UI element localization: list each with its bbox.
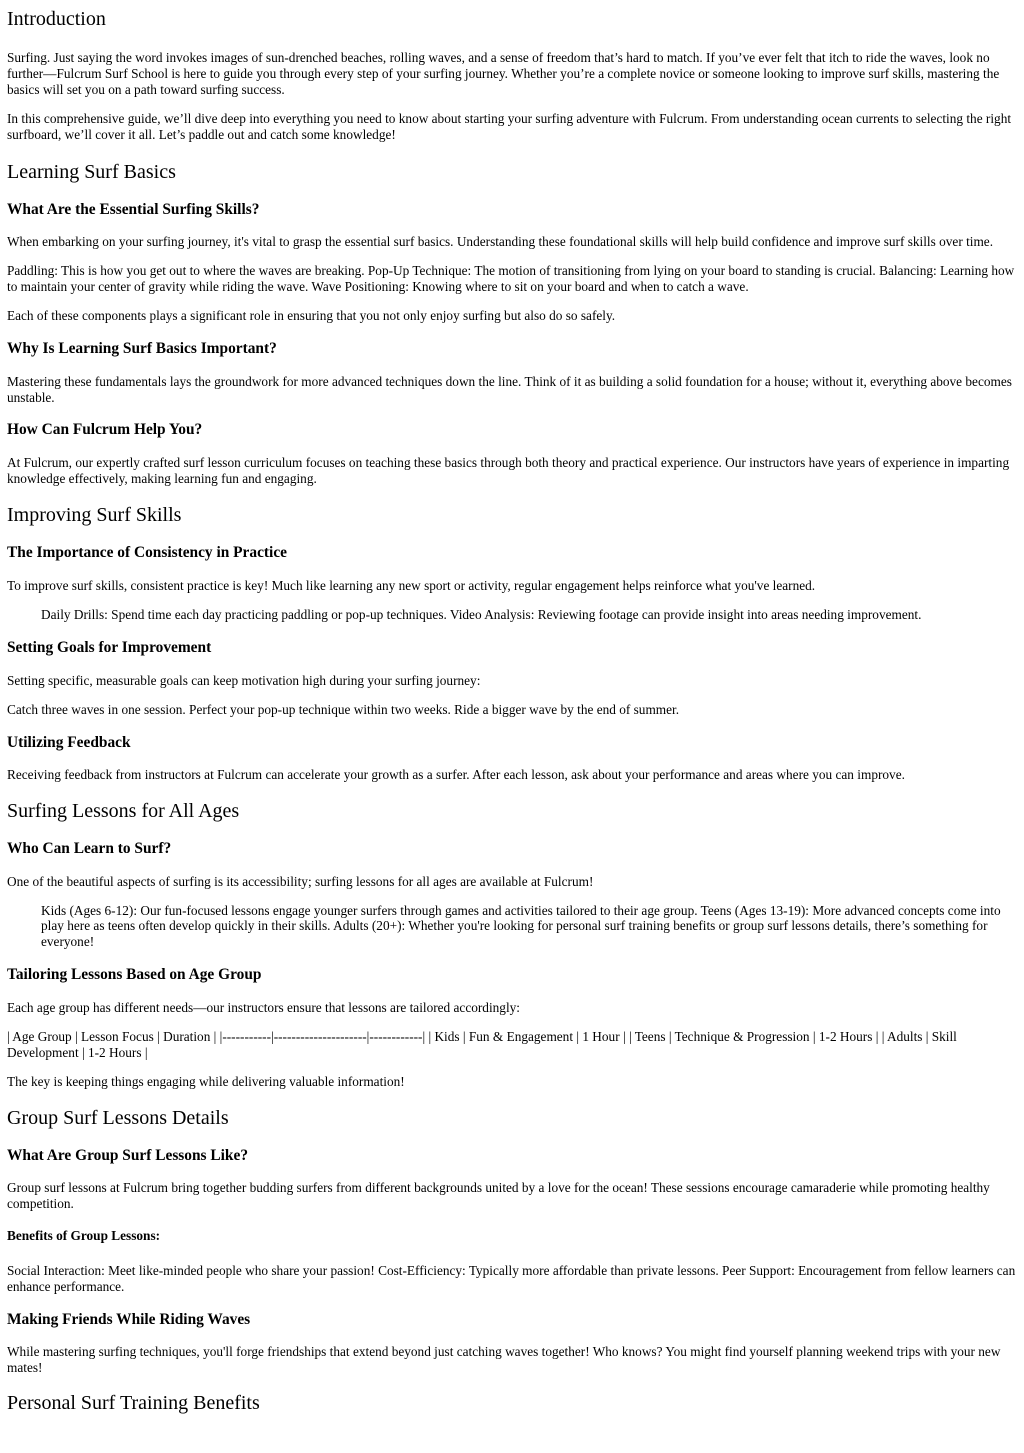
why-basics-paragraph: Mastering these fundamentals lays the groundwork for more advanced techniques down the line. Think of it as building a solid foundation for a house; without it, everything above becomes unstable. <box>7 373 1012 405</box>
subheading-essential-skills: What Are the Essential Surfing Skills? <box>7 200 260 218</box>
intro-paragraph-2: In this comprehensive guide, we’ll dive deep into everything you need to know about starting your surfing adventure with Fulcrum. From understanding ocean currents to selecting the right surfboard, we’ll cover it all. Let’s paddle out and catch some knowledge! <box>7 110 1012 142</box>
how-fulcrum-helps-paragraph: At Fulcrum, our expertly crafted surf lesson curriculum focuses on teaching these basics through both theory and practical experience. Our instructors have years of experience in imparting knowledge effectively, making learning fun and engaging. <box>7 454 1010 486</box>
essential-skills-list: Paddling: This is how you get out to where the waves are breaking. Pop-Up Technique: The motion of transitioning from lying on your board to standing is crucial. Balancing: Learning how to maintain your center of gravity while riding the wave. Wave Positioning: Knowing where to sit on your board and when to catch a wave. <box>7 263 1015 295</box>
subheading-why-basics-important: Why Is Learning Surf Basics Important? <box>7 340 277 358</box>
setting-goals-list: Catch three waves in one session. Perfect your pop-up technique within two weeks. Ride a bigger wave by the end of summer. <box>7 701 680 717</box>
heading-learning-surf-basics: Learning Surf Basics <box>7 160 176 183</box>
subheading-tailoring-lessons: Tailoring Lessons Based on Age Group <box>7 966 262 984</box>
utilizing-feedback-paragraph: Receiving feedback from instructors at Fulcrum can accelerate your growth as a surfer. After each lesson, ask about your performance and areas where you can improve. <box>7 767 905 783</box>
age-group-table-text: | Age Group | Lesson Focus | Duration | |-----------|---------------------|------------| | Kids | Fun & Engagement | 1 Hour | | Teens | Technique & Progression | 1-2 Hours | | Adults | Skill Development | 1-2 Hours | <box>7 1028 957 1060</box>
tailoring-lessons-paragraph: Each age group has different needs—our instructors ensure that lessons are tailored accordingly: <box>7 999 520 1015</box>
essential-skills-paragraph: When embarking on your surfing journey, it's vital to grasp the essential surf basics. Understanding these foundational skills will help build confidence and improve surf skills over time. <box>7 234 994 250</box>
group-lessons-paragraph: Group surf lessons at Fulcrum bring together budding surfers from different backgrounds united by a love for the ocean! These sessions encourage camaraderie while promoting healthy competition. <box>7 1180 990 1212</box>
subheading-benefits-group-lessons: Benefits of Group Lessons: <box>7 1228 161 1244</box>
subheading-consistency: The Importance of Consistency in Practice <box>7 543 287 561</box>
subheading-utilizing-feedback: Utilizing Feedback <box>7 733 131 751</box>
age-groups-quote: Kids (Ages 6-12): Our fun-focused lessons engage younger surfers through games and activities tailored to their age group. Teens (Ages 13-19): More advanced concepts come into play here as teens often develop quickly in their skills. Adults (20+): Whether you're looking for personal surf training benefits or group surf lessons details, there’s something for everyone! <box>41 902 1001 950</box>
subheading-how-fulcrum-helps: How Can Fulcrum Help You? <box>7 421 203 439</box>
consistency-drills-quote: Daily Drills: Spend time each day practicing paddling or pop-up techniques. Video Analysis: Reviewing footage can provide insight into areas needing improvement. <box>41 607 922 623</box>
subheading-making-friends: Making Friends While Riding Waves <box>7 1310 251 1328</box>
subheading-setting-goals: Setting Goals for Improvement <box>7 639 212 657</box>
setting-goals-paragraph: Setting specific, measurable goals can keep motivation high during your surfing journey: <box>7 672 481 688</box>
subheading-group-lessons-like: What Are Group Surf Lessons Like? <box>7 1146 249 1164</box>
subheading-who-can-learn: Who Can Learn to Surf? <box>7 840 172 858</box>
intro-paragraph-1: Surfing. Just saying the word invokes images of sun-drenched beaches, rolling waves, and a sense of freedom that’s hard to match. If you’ve ever felt that itch to ride the waves, look no further—Fulcrum Surf School is here to guide you through every step of your surfing journey. Whether you’re a complete novice or someone looking to improve surf skills, mastering the basics will set you on a path toward surfing success. <box>7 50 1000 97</box>
consistency-paragraph: To improve surf skills, consistent practice is key! Much like learning any new sport or activity, regular engagement helps reinforce what you've learned. <box>7 578 816 594</box>
tailoring-lessons-summary: The key is keeping things engaging while delivering valuable information! <box>7 1073 405 1089</box>
heading-improving-surf-skills: Improving Surf Skills <box>7 503 182 526</box>
essential-skills-summary: Each of these components plays a significant role in ensuring that you not only enjoy surfing but also do so safely. <box>7 308 616 324</box>
heading-group-surf-lessons: Group Surf Lessons Details <box>7 1106 229 1129</box>
heading-personal-surf-training: Personal Surf Training Benefits <box>7 1392 260 1415</box>
benefits-group-lessons-list: Social Interaction: Meet like-minded people who share your passion! Cost-Efficiency: Typically more affordable than private lessons. Peer Support: Encouragement from fellow learners can enhance performance. <box>7 1263 1016 1294</box>
making-friends-paragraph: While mastering surfing techniques, you'll forge friendships that extend beyond just catching waves together! Who knows? You might find yourself planning weekend trips with your new mates! <box>7 1344 1001 1376</box>
heading-introduction: Introduction <box>7 8 106 30</box>
who-can-learn-paragraph: One of the beautiful aspects of surfing is its accessibility; surfing lessons for all ages are available at Fulcrum! <box>7 873 594 889</box>
heading-surfing-lessons-all-ages: Surfing Lessons for All Ages <box>7 800 240 823</box>
article <box>0 7 1024 1415</box>
